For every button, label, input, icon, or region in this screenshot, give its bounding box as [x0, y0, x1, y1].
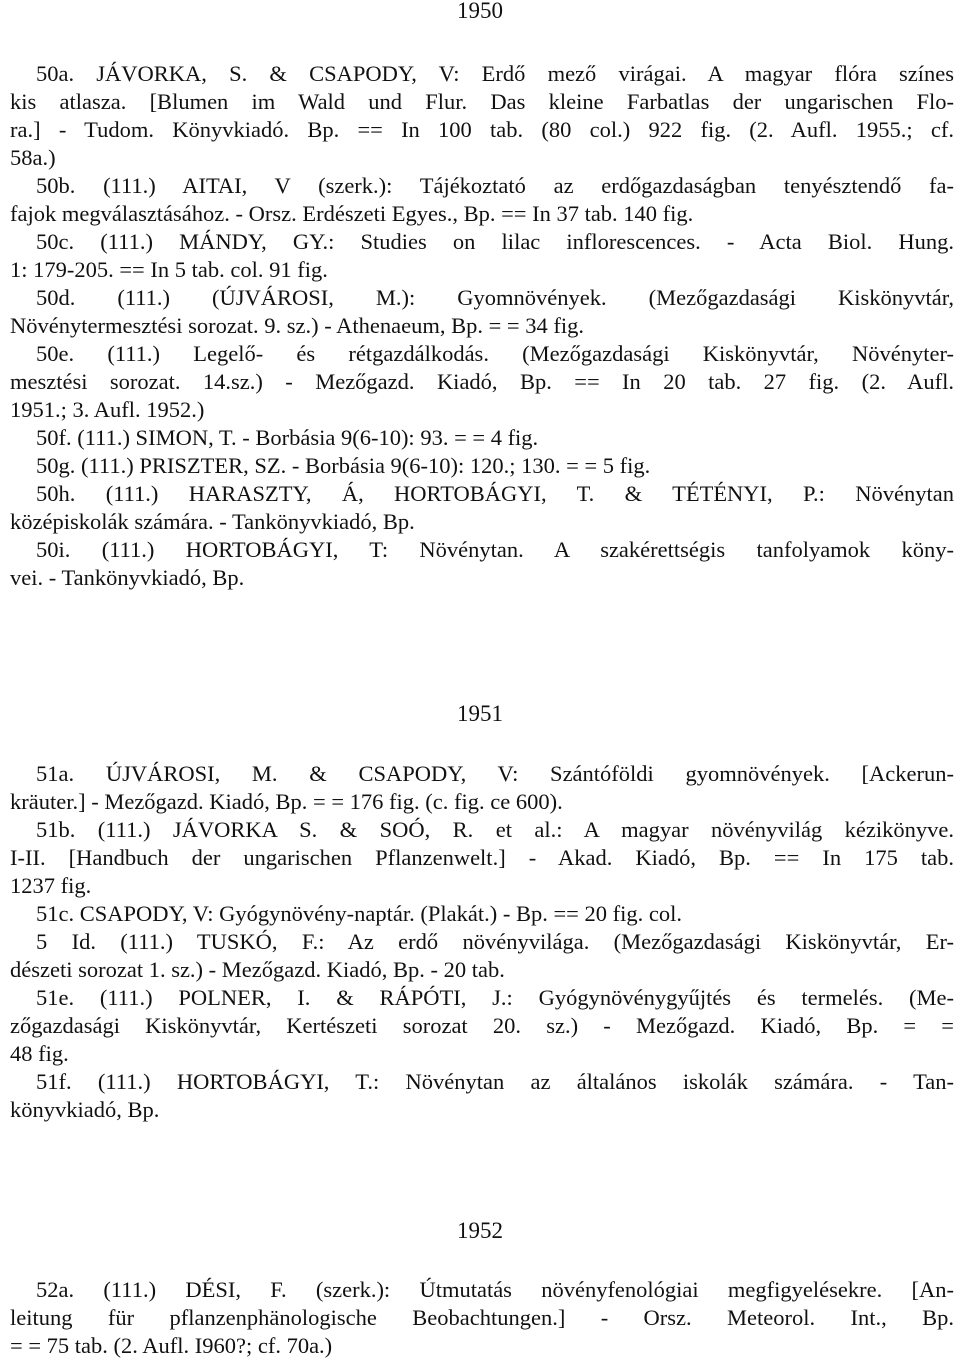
entry-line: = = 75 tab. (2. Aufl. I960?; cf. 70a.): [10, 1333, 333, 1358]
entries-1950: [10, 60, 954, 592]
entry-line: leitung für pflanzenphänologische Beobachtungen.] - Orsz. Meteorol. Int., Bp.: [10, 1305, 954, 1330]
entry-line: 51f. (111.) HORTOBÁGYI, T.: Növénytan az általános iskolák számára. - Tan-: [36, 1069, 954, 1094]
entry-line: 51c. CSAPODY, V: Gyógynövény-naptár. (Plakát.) - Bp. == 20 fig. col.: [36, 901, 682, 926]
entry-line: 50b. (111.) AITAI, V (szerk.): Tájékoztató az erdőgazdaságban tenyésztendő fa-: [36, 173, 954, 198]
entry-line: 58a.): [10, 145, 56, 170]
entry-line: 50e. (111.) Legelő- és rétgazdálkodás. (Mezőgazdasági Kiskönyvtár, Növényter-: [36, 341, 954, 366]
year-heading-1952: 1952: [457, 1218, 503, 1243]
entry-line: vei. - Tankönyvkiadó, Bp.: [10, 565, 245, 590]
entry-line: 50d. (111.) (ÚJVÁROSI, M.): Gyomnövények. (Mezőgazdasági Kiskönyvtár,: [36, 285, 954, 310]
entry-line: 51e. (111.) POLNER, I. & RÁPÓTI, J.: Gyógynövénygyűjtés és termelés. (Me-: [36, 985, 954, 1010]
entries-1951: [10, 760, 954, 1124]
entry-line: 50f. (111.) SIMON, T. - Borbásia 9(6-10): 93. = = 4 fig.: [36, 425, 539, 450]
entry-line: 48 fig.: [10, 1041, 69, 1066]
entry-line: fajok megválasztásához. - Orsz. Erdészeti Egyes., Bp. == In 37 tab. 140 fig.: [10, 201, 694, 226]
entry-line: 5 Id. (111.) TUSKÓ, F.: Az erdő növényvilága. (Mezőgazdasági Kiskönyvtár, Er-: [36, 929, 954, 954]
entry-line: 50c. (111.) MÁNDY, GY.: Studies on lilac inflorescences. - Acta Biol. Hung.: [36, 229, 954, 254]
entry-line: 50a. JÁVORKA, S. & CSAPODY, V: Erdő mező virágai. A magyar flóra színes: [36, 61, 954, 86]
year-heading-1951: 1951: [457, 701, 503, 726]
entry-line: könyvkiadó, Bp.: [10, 1097, 160, 1122]
year-heading-1950: 1950: [457, 0, 503, 23]
entry-line: dészeti sorozat 1. sz.) - Mezőgazd. Kiadó, Bp. - 20 tab.: [10, 957, 505, 982]
entry-line: 50g. (111.) PRISZTER, SZ. - Borbásia 9(6-10): 120.; 130. = = 5 fig.: [36, 453, 651, 478]
entry-line: 51b. (111.) JÁVORKA S. & SOÓ, R. et al.: A magyar növényvilág kézikönyve.: [36, 817, 954, 842]
entry-line: 50i. (111.) HORTOBÁGYI, T: Növénytan. A szakérettségis tanfolyamok köny-: [36, 537, 954, 562]
entry-line: 51a. ÚJVÁROSI, M. & CSAPODY, V: Szántóföldi gyomnövények. [Ackerun-: [36, 761, 954, 786]
entry-line: mesztési sorozat. 14.sz.) - Mezőgazd. Kiadó, Bp. == In 20 tab. 27 fig. (2. Aufl.: [10, 369, 954, 394]
entry-line: középiskolák számára. - Tankönyvkiadó, Bp.: [10, 509, 415, 534]
entries-1952: [10, 1276, 954, 1360]
entry-line: kräuter.] - Mezőgazd. Kiadó, Bp. = = 176 fig. (c. fig. ce 600).: [10, 789, 563, 814]
entry-line: 52a. (111.) DÉSI, F. (szerk.): Útmutatás növényfenológiai megfigyelésekre. [An-: [36, 1277, 954, 1302]
entry-line: 50h. (111.) HARASZTY, Á, HORTOBÁGYI, T. & TÉTÉNYI, P.: Növénytan: [36, 481, 954, 506]
entry-line: ra.] - Tudom. Könyvkiadó. Bp. == In 100 tab. (80 col.) 922 fig. (2. Aufl. 1955.; cf.: [10, 117, 954, 142]
entry-line: kis atlasza. [Blumen im Wald und Flur. Das kleine Farbatlas der ungarischen Flo-: [10, 89, 954, 114]
entry-line: I-II. [Handbuch der ungarischen Pflanzenwelt.] - Akad. Kiadó, Bp. == In 175 tab.: [10, 845, 954, 870]
entry-line: 1: 179-205. == In 5 tab. col. 91 fig.: [10, 257, 328, 282]
entry-line: 1237 fig.: [10, 873, 92, 898]
entry-line: 1951.; 3. Aufl. 1952.): [10, 397, 205, 422]
entry-line: Növénytermesztési sorozat. 9. sz.) - Athenaeum, Bp. = = 34 fig.: [10, 313, 584, 338]
entry-line: zőgazdasági Kiskönyvtár, Kertészeti sorozat 20. sz.) - Mezőgazd. Kiadó, Bp. = =: [10, 1013, 954, 1038]
